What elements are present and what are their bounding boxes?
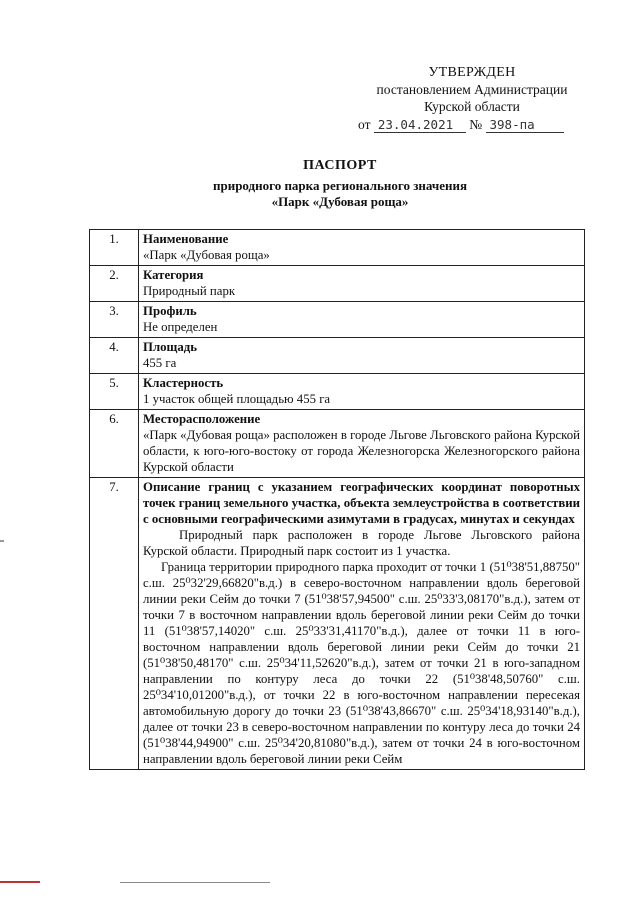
row-text: 1 участок общей площадью 455 га [143,392,331,406]
row-number: 6. [90,410,139,478]
scan-edge-marks [0,878,640,905]
row-text: 455 га [143,356,177,370]
passport-table [89,229,585,770]
row-text: «Парк «Дубовая роща» расположен в городе Льгове Льговского района Курской области, к юго-юго-востоку от города Железногорска Железногорского района Курской области [143,428,580,474]
title-sub-2: «Парк «Дубовая роща» [271,194,409,209]
scan-mark-gray [120,882,270,883]
row-header: Площадь [143,340,197,354]
title-main: ПАСПОРТ [303,158,377,173]
row-number: 3. [90,302,139,338]
row-header: Категория [143,268,204,282]
approval-stamp [352,64,592,133]
row-header: Профиль [143,304,197,318]
row-text: «Парк «Дубовая роща» [143,248,270,262]
row-content [139,410,585,478]
approval-number: 398-па [486,118,564,133]
row-content [139,230,585,266]
row-content [139,338,585,374]
row-header: Месторасположение [143,412,261,426]
number-label: № [469,117,483,132]
row-text: Не определен [143,320,218,334]
row-number: 7. [90,478,139,770]
row-content [139,302,585,338]
row-content [139,478,585,770]
table-row [90,478,585,770]
title-sub-1: природного парка регионального значения [212,177,468,193]
table-row [90,266,585,302]
row-paragraph: Природный парк расположен в городе Льгове Льговского района Курской области. Природный парк состоит из 1 участка. [143,528,580,558]
approval-line-2: Курской области [424,99,520,114]
document-title [150,158,530,211]
scan-mark-red [0,881,40,883]
table-row [90,302,585,338]
row-number: 4. [90,338,139,374]
row-text: Природный парк [143,284,236,298]
from-label: от [358,117,371,132]
row-content [139,374,585,410]
table-row [90,410,585,478]
row-header: Описание границ с указанием географических координат поворотных точек границ земельного участка, объекта землеустройства в соответствии с основными географическими азимутами в градусах, минутах и секундах [143,480,580,526]
row-paragraph: Граница территории природного парка проходит от точки 1 (51⁰38'51,88750" с.ш. 25⁰32'29,66820"в.д.) в северо-восточном направлении вдоль береговой линии реки Сейм до точки 7 (51⁰38'57,94500" с.ш. 25⁰33'3,08170"в.д.), затем от точки 7 в восточном направлении вдоль береговой линии реки Сейм до точки 11 (51⁰38'57,14020" с.ш. 25⁰33'31,41170"в.д.), далее от точки 11 в юго-восточном направлении вдоль береговой линии реки Сейм до точки 21 (51⁰38'50,48170" с.ш. 25⁰34'11,52620"в.д.), затем от точки 21 в юго-западном направлении по контуру леса до точки 22 (51⁰38'48,50760" с.ш. 25⁰34'10,01200"в.д.), от точки 22 в юго-восточном направлении пересекая автомобильную дорогу до точки 23 (51⁰38'43,86670" с.ш. 25⁰34'18,93140"в.д.), далее от точки 23 в северо-восточном направлении по контуру леса до точки 24 (51⁰38'44,94900" с.ш. 25⁰34'20,81080"в.д.), затем от точки 24 в юго-восточном направлении вдоль береговой линии реки Сейм [143,560,580,766]
row-number: 1. [90,230,139,266]
table-row [90,230,585,266]
row-header: Кластерность [143,376,224,390]
table-row [90,374,585,410]
row-number: 5. [90,374,139,410]
scan-margin-mark [0,540,4,542]
row-header: Наименование [143,232,229,246]
row-number: 2. [90,266,139,302]
approval-date: 23.04.2021 [374,118,466,133]
table-row [90,338,585,374]
approval-dateline [358,116,592,133]
approved-heading: УТВЕРЖДЕН [428,65,516,80]
approval-line-1: постановлением Администрации [376,82,568,97]
row-content [139,266,585,302]
